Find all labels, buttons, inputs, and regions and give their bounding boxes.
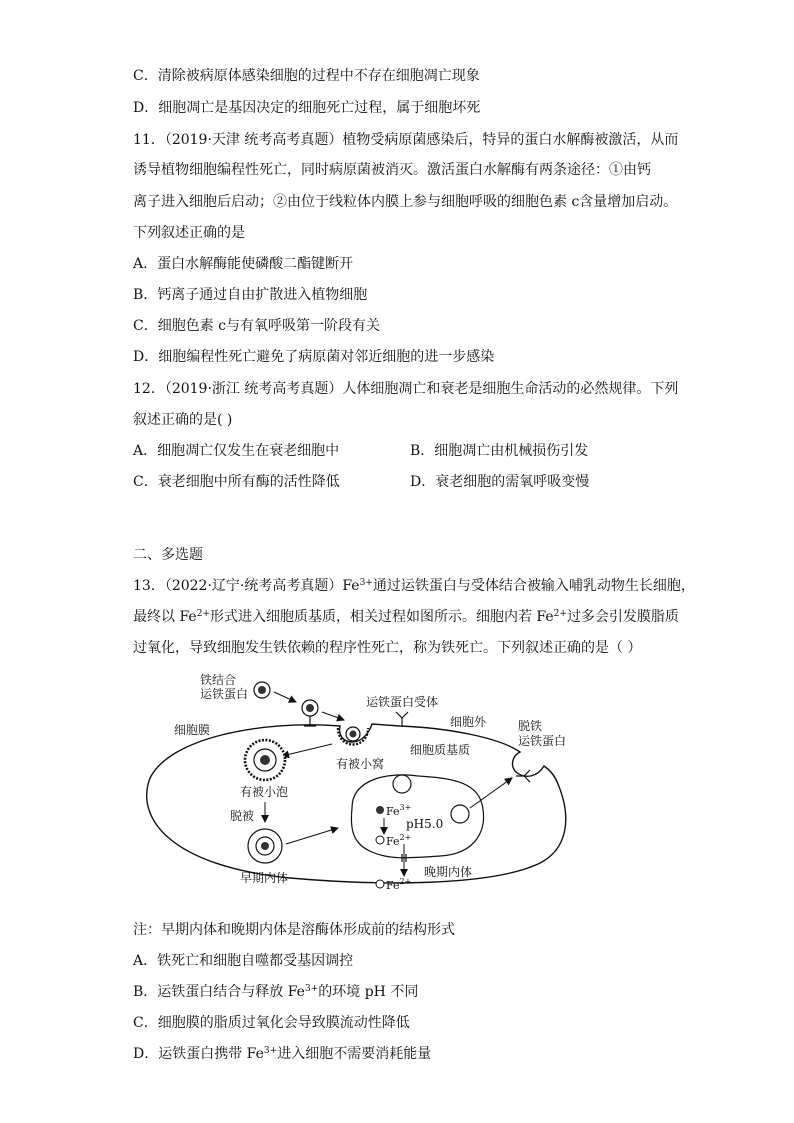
- q13-option-d: [133, 1044, 431, 1064]
- arrow-1: [274, 692, 296, 702]
- label-fe2: $Fe^{2+}$: [386, 833, 412, 848]
- fe2-circle-icon: [376, 836, 384, 844]
- q13-stem-2c: 过多会引发膜脂质: [566, 609, 679, 625]
- q13-opt-b-a: B．运铁蛋白结合与释放 Fe: [133, 984, 305, 1000]
- section-title: 二、多选题: [133, 547, 203, 563]
- label-receptor: 运铁蛋白受体: [366, 695, 439, 709]
- q13-option-b: [133, 982, 418, 1002]
- iron-uptake-diagram: [140, 668, 580, 900]
- q11-option-a: A．蛋白水解酶能使磷酸二酯键断开: [133, 256, 354, 272]
- label-apo-transferrin-1: 脱铁: [518, 719, 543, 733]
- iron-core-icon: [260, 755, 270, 765]
- endosome-vesicle: [393, 775, 411, 793]
- q13-stem-1-sup: 3+: [359, 578, 373, 588]
- q13-stem-1b: 通过运铁蛋白与受体结合被输入哺乳动物生长细胞，: [372, 578, 695, 594]
- q13-note: 注：早期内体和晚期内体是溶酶体形成前的结构形式: [133, 922, 455, 938]
- q13-stem-2-sup2: 2+: [553, 609, 567, 619]
- q10-option-d: D．细胞凋亡是基因决定的细胞死亡过程，属于细胞坏死: [133, 100, 481, 116]
- q11-stem-line-2: 诱导植物细胞编程性死亡，同时病原菌被消灭。激活蛋白水解酶有两条途径：①由钙: [133, 162, 651, 178]
- q12-option-d: D．衰老细胞的需氧呼吸变慢: [410, 474, 590, 490]
- q11-option-c: C．细胞色素 c与有氧呼吸第一阶段有关: [133, 318, 381, 334]
- fe3-dot-icon: [376, 806, 384, 814]
- iron-core-icon: [258, 686, 266, 694]
- q13-opt-d-sup: 3+: [263, 1046, 278, 1056]
- label-uncoat: 脱被: [230, 809, 255, 823]
- label-ph: pH5.0: [406, 817, 444, 831]
- receptor-y-icon: [396, 712, 408, 726]
- cell-outline: [147, 724, 566, 883]
- q13-stem-line-3: 过氧化，导致细胞发生铁依赖的程序性死亡，称为铁死亡。下列叙述正确的是（ ）: [133, 640, 642, 656]
- q13-stem-2b: 形式进入细胞质基质，相关过程如图所示。细胞内若 Fe: [209, 609, 554, 625]
- q12-stem-line-2: 叙述正确的是( ): [133, 412, 233, 428]
- arrow-5: [286, 828, 338, 844]
- arrow-3: [282, 744, 332, 756]
- label-apo-transferrin-2: 运铁蛋白: [518, 734, 567, 748]
- q13-option-c: C．细胞膜的脂质过氧化会导致膜流动性降低: [133, 1015, 410, 1031]
- label-cytoplasm: 细胞质基质: [410, 743, 471, 757]
- label-fe3: $Fe^{3+}$: [386, 803, 412, 818]
- label-cell-membrane: 细胞膜: [174, 723, 211, 737]
- q12-option-c: C．衰老细胞中所有酶的活性降低: [133, 474, 340, 490]
- q11-option-d: D．细胞编程性死亡避免了病原菌对邻近细胞的进一步感染: [133, 349, 495, 365]
- label-iron-transferrin-1: 铁结合: [200, 673, 237, 687]
- q11-stem-line-1: 11．（2019·天津 统考高考真题）植物受病原菌感染后，特异的蛋白水解酶被激活，从而: [133, 132, 679, 148]
- label-late-endosome: 晚期内体: [424, 865, 473, 879]
- q11-stem-line-3: 离子进入细胞后启动；②由位于线粒体内膜上参与细胞呼吸的细胞色素 c含量增加启动。: [133, 194, 678, 210]
- q13-option-a: A．铁死亡和细胞自噬都受基因调控: [133, 953, 354, 969]
- q13-opt-b-sup: 3+: [304, 984, 319, 994]
- q13-opt-d-b: 进入细胞不需要消耗能量: [277, 1046, 432, 1062]
- q13-opt-b-b: 的环境 pH 不同: [318, 984, 419, 1000]
- label-early-endosome: 早期内体: [240, 871, 289, 885]
- q10-option-c: C．清除被病原体感染细胞的过程中不存在细胞凋亡现象: [133, 68, 480, 84]
- label-outside: 细胞外: [450, 715, 487, 729]
- q11-stem-line-4: 下列叙述正确的是: [133, 225, 245, 241]
- iron-core-icon: [261, 842, 269, 850]
- recycling-vesicle: [451, 805, 469, 823]
- fe2-out-circle-icon: [376, 880, 384, 888]
- q13-opt-d-a: D．运铁蛋白携带 Fe: [133, 1046, 264, 1062]
- label-fe2-out: $Fe^{2+}$: [386, 877, 412, 892]
- q13-stem-1a: 13．（2022·辽宁·统考高考真题）Fe: [133, 578, 360, 594]
- label-coated-pit: 有被小窝: [336, 757, 385, 771]
- q12-option-b: B．细胞凋亡由机械损伤引发: [410, 443, 589, 459]
- iron-core-icon: [306, 704, 314, 712]
- q13-stem-line-2: [133, 607, 679, 627]
- q13-stem-2-sup: 2+: [196, 609, 210, 619]
- label-coated-vesicle: 有被小泡: [240, 785, 289, 799]
- q12-option-a: A．细胞凋亡仅发生在衰老细胞中: [133, 443, 340, 459]
- q13-stem-line-1: [133, 576, 695, 596]
- q12-stem-line-1: 12．（2019·浙江 统考高考真题）人体细胞凋亡和衰老是细胞生命活动的必然规律。下列: [133, 381, 679, 397]
- arrow-2: [322, 712, 344, 720]
- label-iron-transferrin-2: 运铁蛋白: [200, 687, 249, 701]
- q13-stem-2a: 最终以 Fe: [133, 609, 197, 625]
- q11-option-b: B．钙离子通过自由扩散进入植物细胞: [133, 287, 368, 303]
- iron-core-icon: [350, 731, 357, 738]
